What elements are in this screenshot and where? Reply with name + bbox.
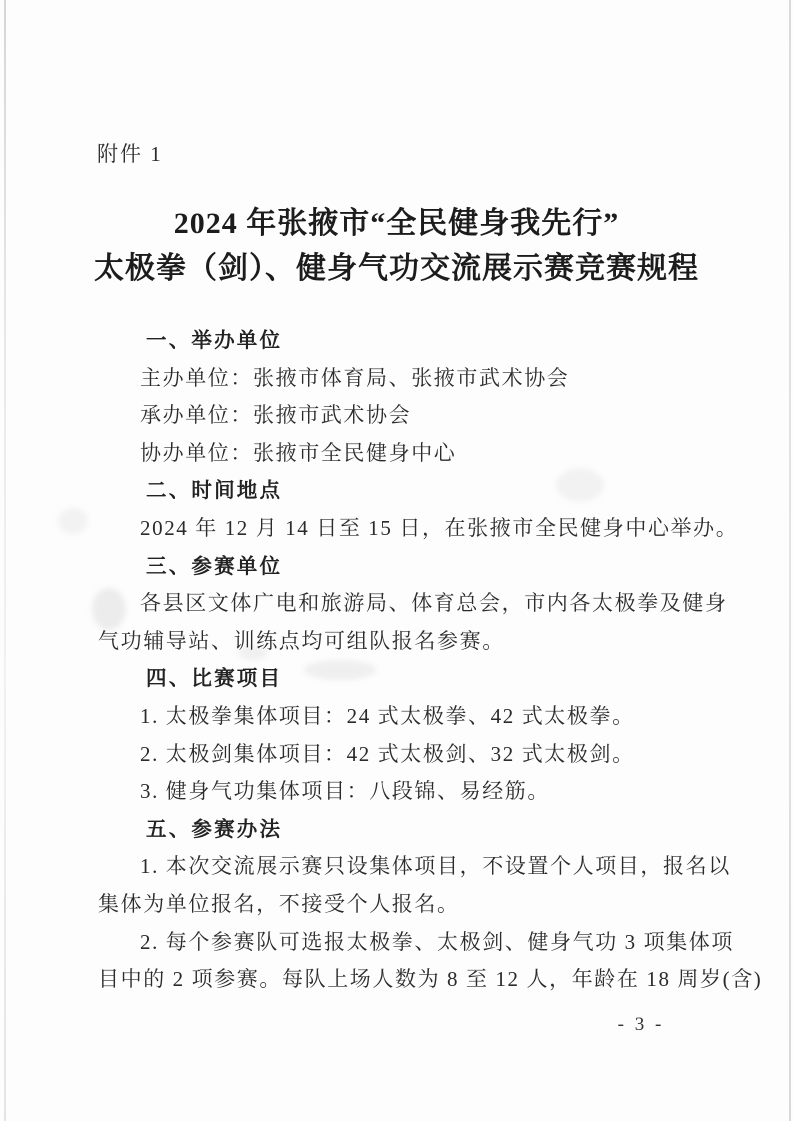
doc-line: 协办单位：张掖市全民健身中心: [140, 440, 457, 465]
doc-line: 气功辅导站、训练点均可组队报名参赛。: [98, 628, 505, 653]
doc-line: 3. 健身气功集体项目：八段锦、易经筋。: [140, 779, 550, 804]
doc-line: 2. 太极剑集体项目：42 式太极剑、32 式太极剑。: [140, 741, 635, 766]
page-number: - 3 -: [617, 1014, 665, 1035]
section-heading: 一、举办单位: [146, 329, 283, 352]
doc-line: 1. 本次交流展示赛只设集体项目，不设置个人项目，报名以: [140, 854, 731, 879]
doc-line: 2. 每个参赛队可选报太极拳、太极剑、健身气功 3 项集体项: [140, 929, 734, 954]
scan-edge-line-right: [789, 0, 791, 1121]
section-heading: 四、比赛项目: [146, 667, 283, 691]
doc-line: 目中的 2 项参赛。每队上场人数为 8 至 12 人，年龄在 18 周岁(含): [98, 967, 763, 992]
document-title: [0, 201, 793, 291]
document-title-line1: 2024 年张掖市“全民健身我先行”: [173, 207, 620, 240]
section-heading: 二、时间地点: [146, 479, 283, 503]
doc-line: 2024 年 12 月 14 日至 15 日，在张掖市全民健身中心举办。: [140, 515, 739, 540]
doc-line: 集体为单位报名，不接受个人报名。: [98, 891, 460, 916]
section-heading: 五、参赛办法: [146, 817, 283, 841]
doc-line: 承办单位：张掖市武术协会: [140, 403, 412, 428]
doc-line: 主办单位：张掖市体育局、张掖市武术协会: [140, 365, 570, 390]
attachment-label: 附件 1: [97, 142, 163, 166]
scan-edge-line-left: [4, 0, 6, 1121]
doc-line: 各县区文体广电和旅游局、体育总会，市内各太极拳及健身: [140, 591, 728, 616]
doc-line: 1. 太极拳集体项目：24 式太极拳、42 式太极拳。: [140, 703, 635, 728]
section-heading: 三、参赛单位: [146, 554, 283, 578]
document-body: [98, 322, 763, 999]
document-title-line2: 太极拳（剑）、健身气功交流展示赛竞赛规程: [94, 252, 699, 285]
scan-smudge: [58, 508, 88, 534]
